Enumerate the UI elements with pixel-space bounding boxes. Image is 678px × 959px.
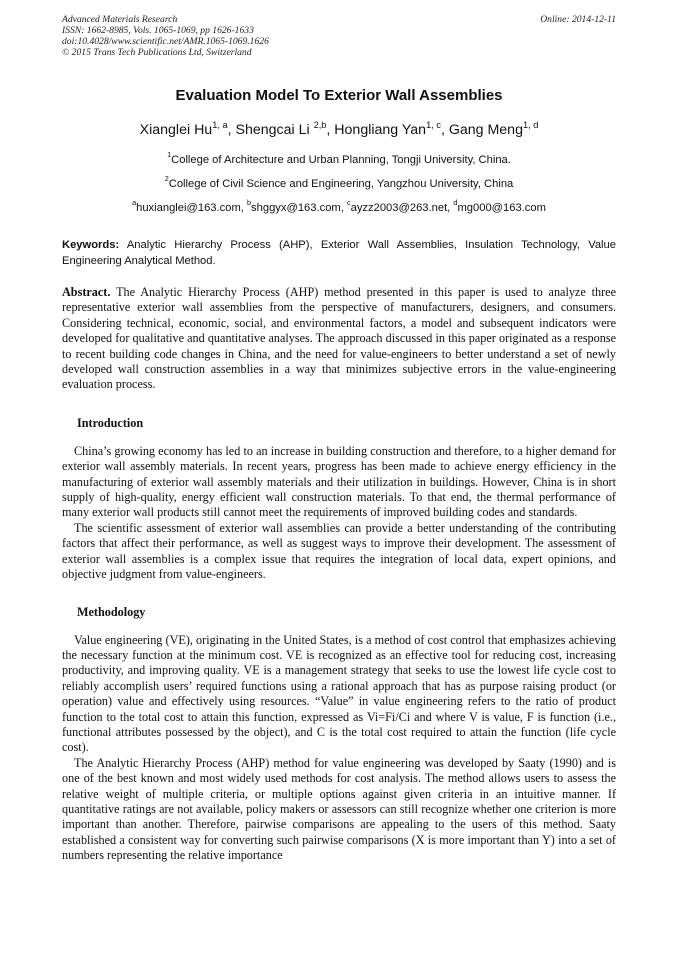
methodology-paragraph: Value engineering (VE), originating in the United States, is a method of cost control that emphasizes achieving the necessary function at the minimum cost. VE is recognized as an effective tool for reducing cost, increasing productivity, and improving quality. VE is a management strategy that seeks to use the lowest life cycle cost to reliably accomplish users’ required functions using a rational approach that has as purpose raising product (or operation) value and effectively using resources. “Value” in value engineering refers to the ratio of product function to the total cost to attain this function, expressed as Vi=Fi/Ci and where V is value, F is function (i.e., functional attributes possessed by the object), and C is the total cost required to attain the function (life cycle cost).	[62, 632, 616, 755]
keywords-block	[62, 237, 616, 269]
keywords-text: Analytic Hierarchy Process (AHP), Exterior Wall Assemblies, Insulation Technology, Value Engineering Analytical Method.	[62, 239, 616, 267]
email-superscript: d	[453, 198, 458, 207]
email-list	[62, 198, 616, 215]
affiliation-superscript: 1	[167, 150, 172, 159]
author-name: Shengcai Li	[235, 122, 314, 138]
abstract-text: The Analytic Hierarchy Process (AHP) method presented in this paper is used to analyze three representative exterior wall assemblies from the perspective of manufacturers, designers, and consumers. Considering technical, economic, social, and environmental factors, a model and subsequent indicators were developed for qualitative and quantitative analyses. The approach discussed in this paper originated as a response to recent building code changes in China, and the need for value-engineers to better understand a set of newly developed wall construction assemblies in a way that minimizes subjective errors in the value-engineering evaluation process.	[62, 285, 616, 392]
author-name: Hongliang Yan	[334, 122, 427, 138]
email-address: mg000@163.com	[457, 202, 546, 214]
author-separator: ,	[440, 122, 449, 138]
author-name: Xianglei Hu	[139, 122, 213, 138]
affiliation-2	[62, 174, 616, 191]
author-separator: ,	[326, 122, 335, 138]
author-list	[62, 121, 616, 139]
author-separator: ,	[227, 122, 236, 138]
author-superscript: 2,b	[313, 120, 327, 130]
author-superscript: 1, a	[212, 120, 228, 130]
abstract-block	[62, 285, 616, 393]
online-date: Online: 2014-12-11	[540, 14, 616, 25]
journal-name: Advanced Materials Research	[62, 14, 178, 25]
intro-paragraph: China’s growing economy has led to an increase in building construction and therefore, to a higher demand for exterior wall assembly materials. In recent years, progress has been made to achieve energy efficiency in the manufacturing of exterior wall assembly materials and their utilization in buildings. However, China is in short supply of high-quality, energy efficient wall construction materials. To that end, the thermal performance of many exterior wall products still cannot meet the requirements of improved building codes and standards.	[62, 443, 616, 520]
email-address: huxianglei@163.com,	[136, 202, 247, 214]
email-address: shggyx@163.com,	[251, 202, 347, 214]
methodology-paragraph: The Analytic Hierarchy Process (AHP) method for value engineering was developed by Saaty (1990) and is one of the best known and most widely used methods for cost analysis. The method allows users to assess the relative weight of multiple criteria, or multiple options against given criteria in an intuitive manner. If quantitative ratings are not available, policy makers or assessors can still recognize whether one criterion is more important than another. Therefore, pairwise comparisons are appealing to the users of this method. Saaty established a consistent way for converting such pairwise comparisons (X is more important than Y) into a set of numbers representing the relative importance	[62, 755, 616, 863]
affiliation-superscript: 2	[164, 174, 169, 183]
paper-title: Evaluation Model To Exterior Wall Assemblies	[175, 87, 503, 104]
author-superscript: 1, d	[522, 120, 539, 130]
journal-issn: ISSN: 1662-8985, Vols. 1065-1069, pp 1626-1633	[62, 25, 254, 36]
intro-paragraph: The scientific assessment of exterior wall assemblies can provide a better understanding of the contributing factors that affect their performance, as well as suggest ways to improve their development. The assessment of exterior wall assemblies is a complex issue that requires the integration of local data, expert opinions, and objective judgment from value-engineers.	[62, 520, 616, 582]
affiliation-1	[62, 150, 616, 167]
email-superscript: a	[132, 198, 137, 207]
affiliation-text: College of Civil Science and Engineering, Yangzhou University, China	[168, 178, 514, 190]
email-superscript: c	[346, 198, 351, 207]
email-address: ayzz2003@263.net,	[350, 202, 454, 214]
author-superscript: 1, c	[426, 120, 441, 130]
introduction-heading: Introduction	[77, 415, 144, 430]
author-name: Gang Meng	[448, 122, 523, 138]
email-superscript: b	[246, 198, 252, 207]
journal-header	[62, 14, 616, 58]
journal-doi: doi:10.4028/www.scientific.net/AMR.1065-1069.1626	[62, 36, 269, 47]
methodology-heading: Methodology	[77, 604, 146, 619]
keywords-label: Keywords:	[62, 239, 120, 251]
abstract-label: Abstract.	[62, 285, 111, 299]
affiliation-text: College of Architecture and Urban Planning, Tongji University, China.	[171, 154, 511, 166]
journal-copyright: © 2015 Trans Tech Publications Ltd, Switzerland	[62, 47, 252, 58]
